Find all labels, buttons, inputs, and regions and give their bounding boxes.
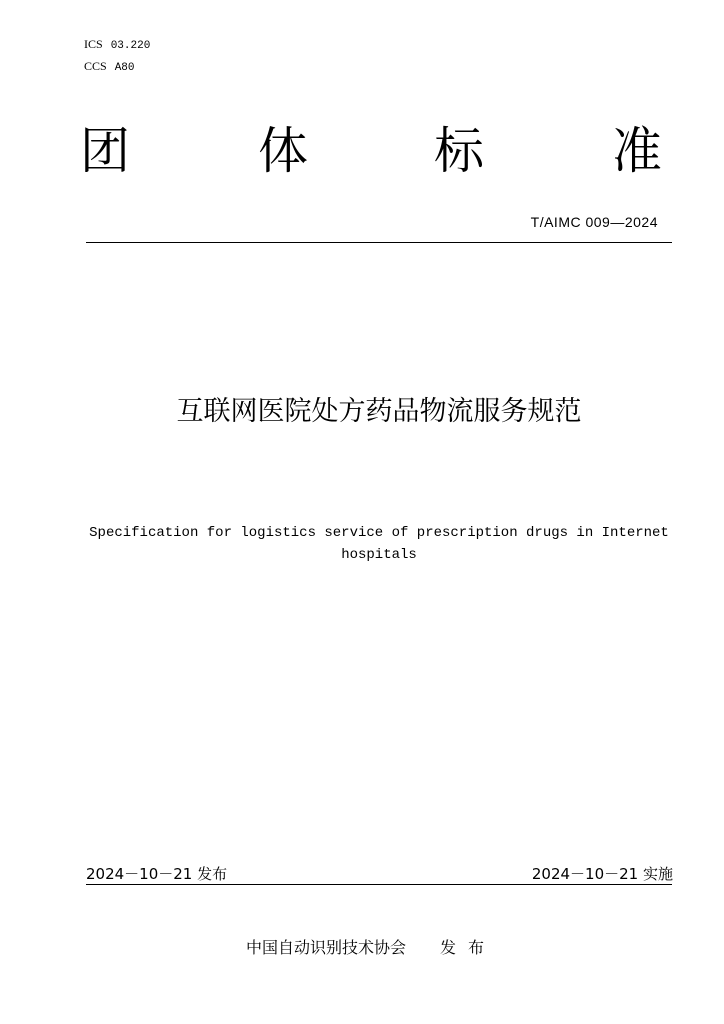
publisher-action: 发布 [440,938,497,957]
document-title-english: Specification for logistics service of prescription drugs in Internet hospitals [89,525,669,563]
standard-type-char-2: 体 [258,122,308,180]
classification-codes [84,34,150,78]
implementation-date: 2024－10－21 实施 [531,865,673,883]
publisher-line [246,935,496,958]
ccs-label: CCS [84,59,107,73]
ics-row [84,34,150,56]
standard-type-char-4: 准 [612,122,662,180]
ics-label: ICS [84,37,103,51]
ics-code: 03.220 [110,40,151,52]
standard-number: T/AIMC 009—2024 [530,214,658,230]
release-date: 2024－10－21 发布 [86,865,228,883]
standard-type-heading [76,118,672,184]
header-divider [86,242,672,243]
document-title-chinese: 互联网医院处方药品物流服务规范 [176,396,582,427]
standard-type-char-3: 标 [434,122,484,180]
footer-divider [86,884,672,885]
publisher-name: 中国自动识别技术协会 [246,938,407,957]
ccs-row [84,56,150,78]
ccs-code: A80 [114,62,135,74]
standard-type-char-1: 团 [80,122,130,180]
